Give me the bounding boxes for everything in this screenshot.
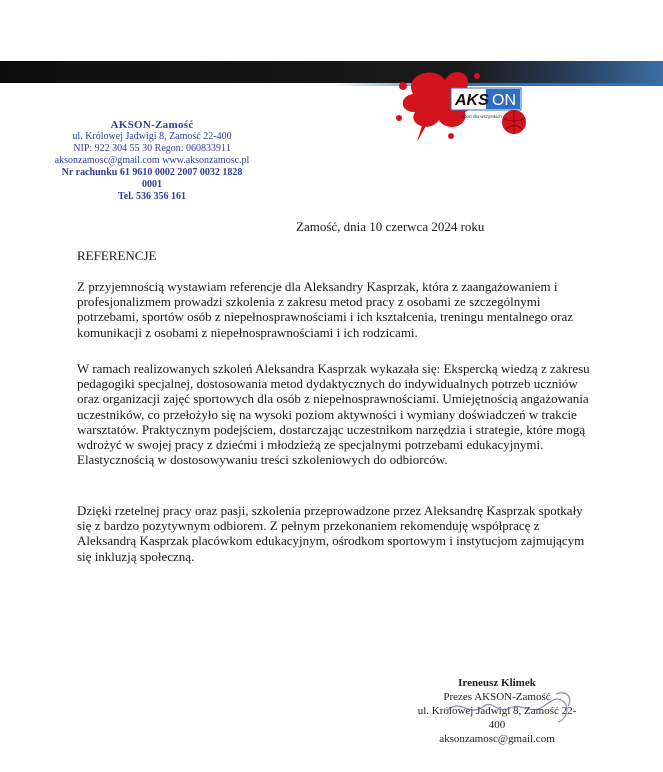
signer-title: Prezes AKSON-Zamość [443, 691, 551, 703]
paragraph-skills: W ramach realizowanych szkoleń Aleksandra Kasprzak wykazała się: Ekspercką wiedzą z zakresu pedagogiki specjalnej, dostosowania metod dydaktycznych do indywidualnych potrzeb uczniów oraz organizacji zajęć sportowych dla osób z niepełnosprawnościami. Umiejętnością angażowania uczestników, co przełożyło się na wysoki poziom aktywności i wymiany doświadczeń w trakcie warsztatów. Praktycznym podejściem, dostarczając uczestnikom narzędzia i strategie, które mogą wdrożyć w swojej pracy z dziećmi i młodzieżą ze specjalnymi potrzebami edukacyjnymi. Elastycznością w dostosowywaniu treści szkoleniowych do odbiorców. [77, 361, 590, 468]
logo-text-right: ON [492, 92, 516, 109]
signer-name: Ireneusz Klimek [458, 677, 536, 689]
signer-address: ul. Królowej Jadwigi 8, Zamość 22-400 [417, 705, 577, 731]
letter-date: Zamość, dnia 10 czerwca 2024 roku [296, 219, 485, 234]
company-stamp [52, 119, 252, 203]
stamp-ids: NIP: 922 304 55 30 Regon: 060833911 [73, 143, 231, 154]
stamp-contact: aksonzamosc@gmail.com www.aksonzamosc.pl [54, 155, 250, 166]
letter-heading: REFERENCJE [77, 248, 157, 263]
signer-email: aksonzamosc@gmail.com [439, 733, 555, 745]
header-band-accent [0, 83, 663, 86]
akson-logo [393, 66, 528, 146]
logo-text-left: AKS [455, 92, 489, 109]
logo-tagline: Sport dla wszystkich [461, 114, 502, 119]
stamp-account: Nr rachunku 61 9610 0002 2007 0032 1828 0001 [61, 167, 243, 190]
paragraph-intro: Z przyjemnością wystawiam referencje dla Aleksandry Kasprzak, która z zaangażowaniem i profesjonalizmem prowadzi szkolenia z zakresu metod pracy z osobami ze szczególnymi potrzebami, sportów osób z niepełnosprawnościami i ich kształcenia, treningu mentalnego oraz komunikacji z osobami z niepełnosprawnościami i ich rodzicami. [77, 279, 574, 340]
stamp-name: AKSON-Zamość [110, 119, 194, 131]
header-band [0, 61, 663, 83]
stamp-address: ul. Królowej Jadwigi 8, Zamość 22-400 [72, 131, 232, 142]
handwritten-signature-icon [440, 688, 580, 728]
paragraph-recommendation: Dzięki rzetelnej pracy oraz pasji, szkolenia przeprowadzone przez Aleksandrę Kasprzak spotkały się z bardzo pozytywnym odbiorem. Z pełnym przekonaniem rekomenduję współpracę z Aleksandrą Kasprzak placówkom edukacyjnym, ośrodkom sportowym i instytucjom zajmującym się inkluzją społeczną. [77, 503, 585, 564]
stamp-phone: Tel. 536 356 161 [118, 191, 186, 202]
